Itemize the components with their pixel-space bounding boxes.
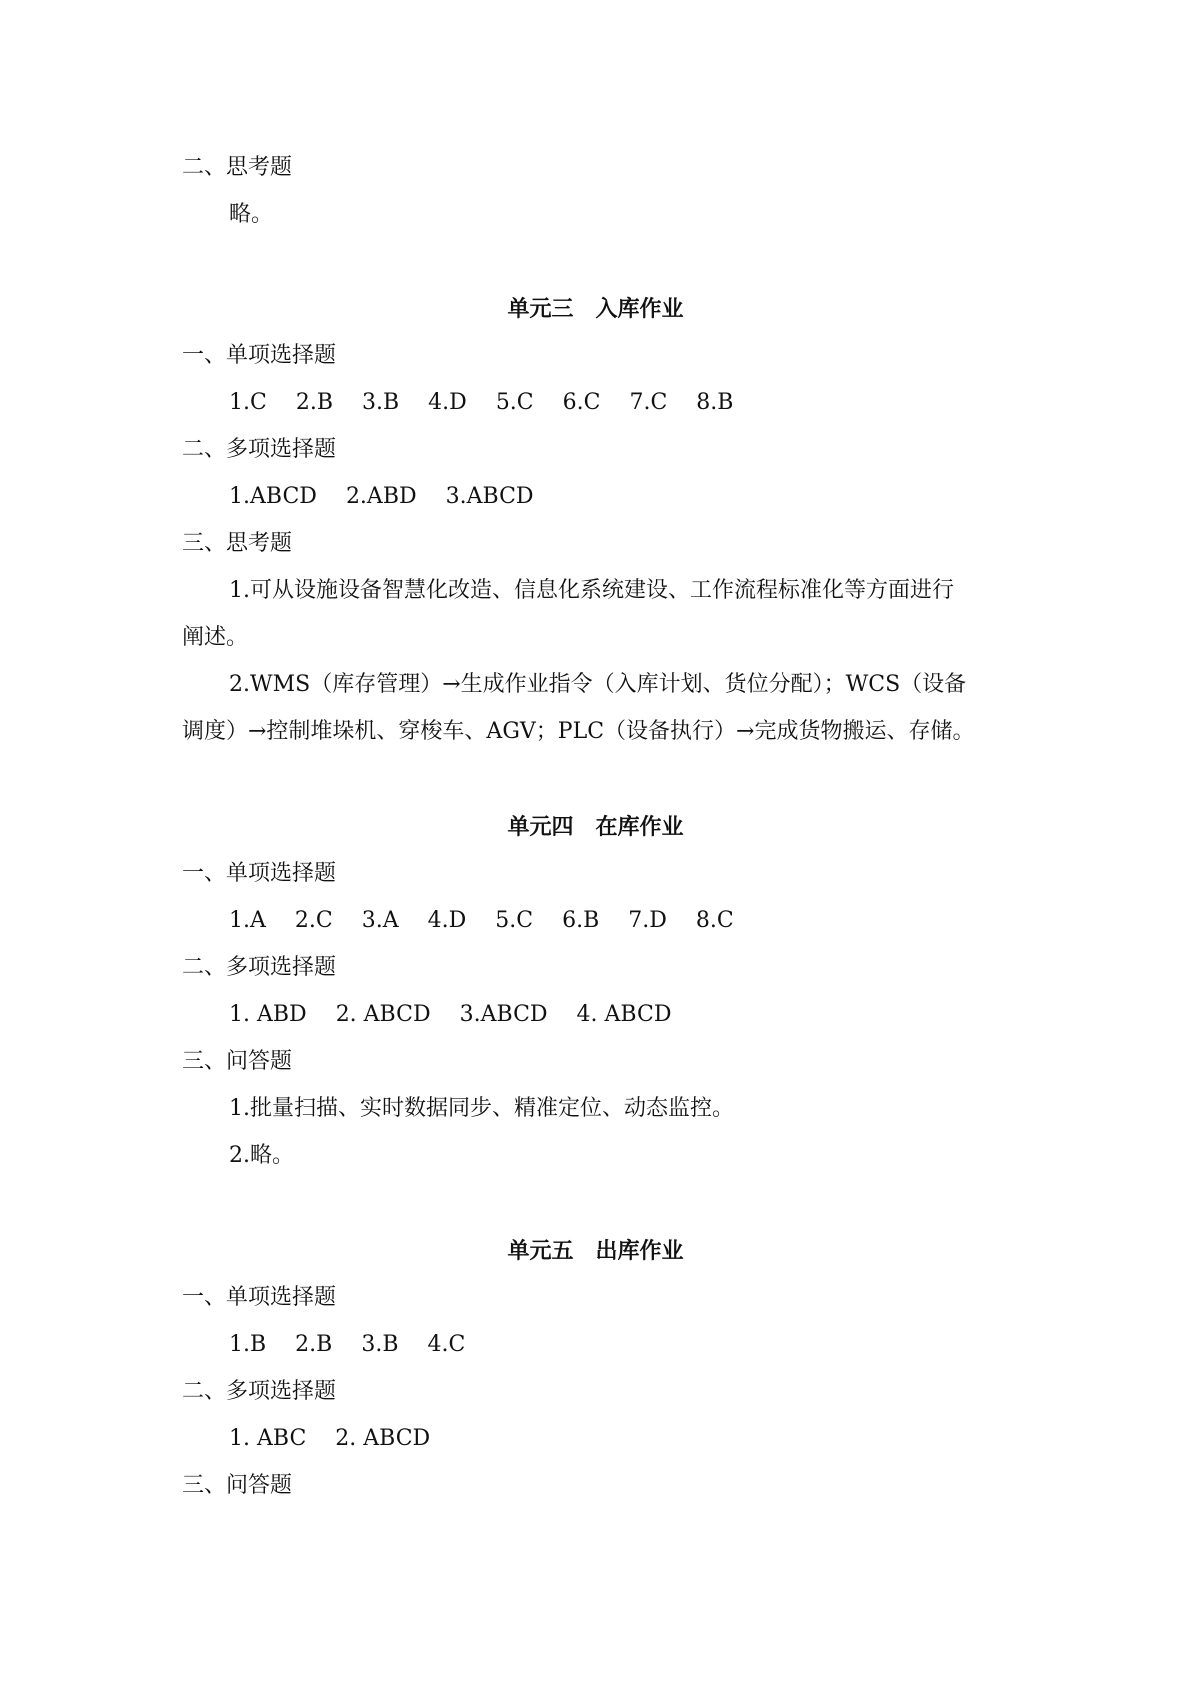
answer-item: 6.C <box>562 390 601 415</box>
answer-text: 略。 <box>229 202 274 227</box>
unit3-title: 单元三 入库作业 <box>507 296 684 322</box>
unit4-qa-answer-2: 2.略。 <box>229 1143 294 1168</box>
answer-item: 1.B <box>229 1332 267 1357</box>
unit3-paragraph-2-line-2: 调度）→控制堆垛机、穿梭车、AGV；PLC（设备执行）→完成货物搬运、存储。 <box>182 719 975 744</box>
unit5-single-heading: 一、单项选择题 <box>182 1285 337 1310</box>
answer-item: 4.C <box>427 1332 466 1357</box>
unit5-title: 单元五 出库作业 <box>507 1238 684 1264</box>
answer-item: 3.B <box>361 1332 399 1357</box>
unit5-multi-answers <box>0 1424 1191 1454</box>
unit3-paragraph-1-line-1: 1.可从设施设备智慧化改造、信息化系统建设、工作流程标准化等方面进行 <box>229 578 954 603</box>
answer-item: 7.D <box>628 908 667 933</box>
unit4-qa-answer-1: 1.批量扫描、实时数据同步、精准定位、动态监控。 <box>229 1096 734 1121</box>
unit4-single-answers <box>0 906 1191 936</box>
answer-item: 8.C <box>695 908 734 933</box>
answer-item: 4.D <box>428 390 467 415</box>
unit3-multi-answers <box>0 482 1191 512</box>
unit3-paragraph-2-line-1: 2.WMS（库存管理）→生成作业指令（入库计划、货位分配）；WCS（设备 <box>229 672 967 697</box>
unit3-paragraph-1-line-2: 阐述。 <box>182 625 249 650</box>
unit4-single-heading: 一、单项选择题 <box>182 861 337 886</box>
unit4-multi-heading: 二、多项选择题 <box>182 955 337 980</box>
answer-item: 3.A <box>361 908 399 933</box>
unit4-multi-answers <box>0 1000 1191 1030</box>
section-heading-thinking: 二、思考题 <box>182 155 293 180</box>
unit3-single-answers <box>0 388 1191 418</box>
answer-item: 1. ABD <box>229 1002 307 1027</box>
unit5-multi-heading: 二、多项选择题 <box>182 1379 337 1404</box>
unit3-single-heading: 一、单项选择题 <box>182 343 337 368</box>
answer-item: 5.C <box>495 390 534 415</box>
unit3-thinking-heading: 三、思考题 <box>182 531 293 556</box>
answer-item: 1.A <box>229 908 266 933</box>
answer-item: 8.B <box>696 390 734 415</box>
unit4-title: 单元四 在库作业 <box>507 814 684 840</box>
answer-item: 3.ABCD <box>445 484 534 509</box>
unit3-multi-heading: 二、多项选择题 <box>182 437 337 462</box>
answer-item: 2. ABCD <box>335 1426 431 1451</box>
answer-item: 2.C <box>294 908 333 933</box>
answer-item: 3.B <box>362 390 400 415</box>
answer-item: 6.B <box>562 908 600 933</box>
answer-item: 7.C <box>629 390 668 415</box>
answer-item: 4.D <box>427 908 467 933</box>
unit4-qa-heading: 三、问答题 <box>182 1049 293 1074</box>
answer-item: 5.C <box>495 908 534 933</box>
unit5-qa-heading: 三、问答题 <box>182 1473 293 1498</box>
answer-item: 1.ABCD <box>229 484 317 509</box>
answer-item: 4. ABCD <box>576 1002 672 1027</box>
answer-item: 3.ABCD <box>459 1002 548 1027</box>
answer-item: 2.B <box>295 1332 333 1357</box>
answer-item: 1. ABC <box>229 1426 307 1451</box>
answer-item: 2.ABD <box>345 484 417 509</box>
unit5-single-answers <box>0 1330 1191 1360</box>
answer-item: 1.C <box>229 390 267 415</box>
answer-item: 2. ABCD <box>335 1002 431 1027</box>
answer-item: 2.B <box>295 390 333 415</box>
